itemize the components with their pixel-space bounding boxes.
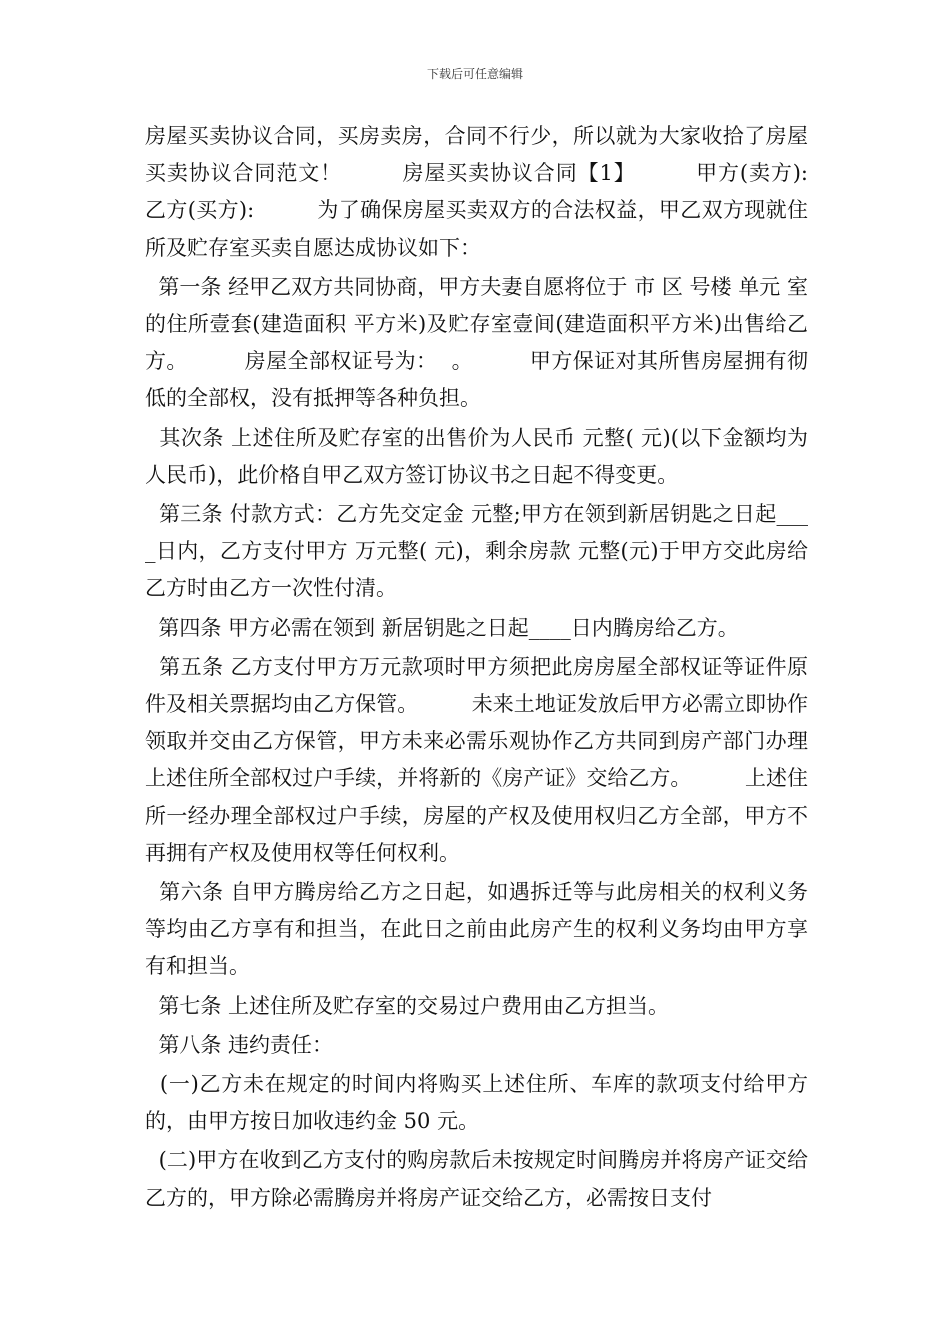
- paragraph-intro: 房屋买卖协议合同，买房卖房，合同不行少，所以就为大家收拾了房屋买卖协议合同范文！ 房屋买卖协议合同【1】 甲方(卖方): 乙方(买方): 为了确保房屋买卖双方的合法权益，甲乙双方现就住所及贮存室买卖自愿达成协议如下：: [145, 124, 869, 260]
- paragraph-article-6: 第六条 自甲方腾房给乙方之日起，如遇拆迁等与此房相关的权利义务等均由乙方享有和担当，在此日之前由此房产生的权利义务均由甲方享有和担当。: [145, 880, 808, 979]
- paragraph-article-8-item-1: (一)乙方未在规定的时间内将购买上述住所、车库的款项支付给甲方的，由甲方按日加收违约金 50 元。: [145, 1072, 808, 1134]
- paragraph-article-8-item-2: (二)甲方在收到乙方支付的购房款后未按规定时间腾房并将房产证交给乙方的，甲方除必需腾房并将房产证交给乙方，必需按日支付: [145, 1148, 808, 1210]
- paragraph-article-2: 其次条 上述住所及贮存室的出售价为人民币 元整( 元)(以下金额均为人民币)，此价格自甲乙双方签订协议书之日起不得变更。: [145, 425, 808, 487]
- paragraph-article-5: 第五条 乙方支付甲方万元款项时甲方须把此房房屋全部权证等证件原件及相关票据均由乙方保管。 未来土地证发放后甲方必需立即协作领取并交由乙方保管，甲方未来必需乐观协作乙方共同到房产部门办理上述住所全部权过户手续，并将新的《房产证》交给乙方。 上述住所一经办理全部权过户手续，房屋的产权及使用权归乙方全部，甲方不再拥有产权及使用权等任何权利。: [145, 654, 808, 865]
- page-header: 下载后可任意编辑: [426, 67, 523, 81]
- paragraph-article-8: 第八条 违约责任：: [145, 1032, 334, 1057]
- paragraph-article-1: 第一条 经甲乙双方共同协商，甲方夫妻自愿将位于 市 区 号楼 单元 室的住所壹套(建造面积 平方米)及贮存室壹间(建造面积平方米)出售给乙方。 房屋全部权证号为： 。 甲方保证对其所售房屋拥有彻低的全部权，没有抵押等各种负担。: [145, 274, 808, 411]
- document-body: [145, 118, 869, 1217]
- paragraph-article-4: 第四条 甲方必需在领到 新居钥匙之日起____日内腾房给乙方。: [145, 615, 739, 640]
- paragraph-article-3: 第三条 付款方式：乙方先交定金 元整;甲方在领到新居钥匙之日起____日内，乙方支付甲方 万元整( 元)，剩余房款 元整(元)于甲方交此房给乙方时由乙方一次性付清。: [145, 502, 808, 601]
- paragraph-article-7: 第七条 上述住所及贮存室的交易过户费用由乙方担当。: [145, 993, 670, 1018]
